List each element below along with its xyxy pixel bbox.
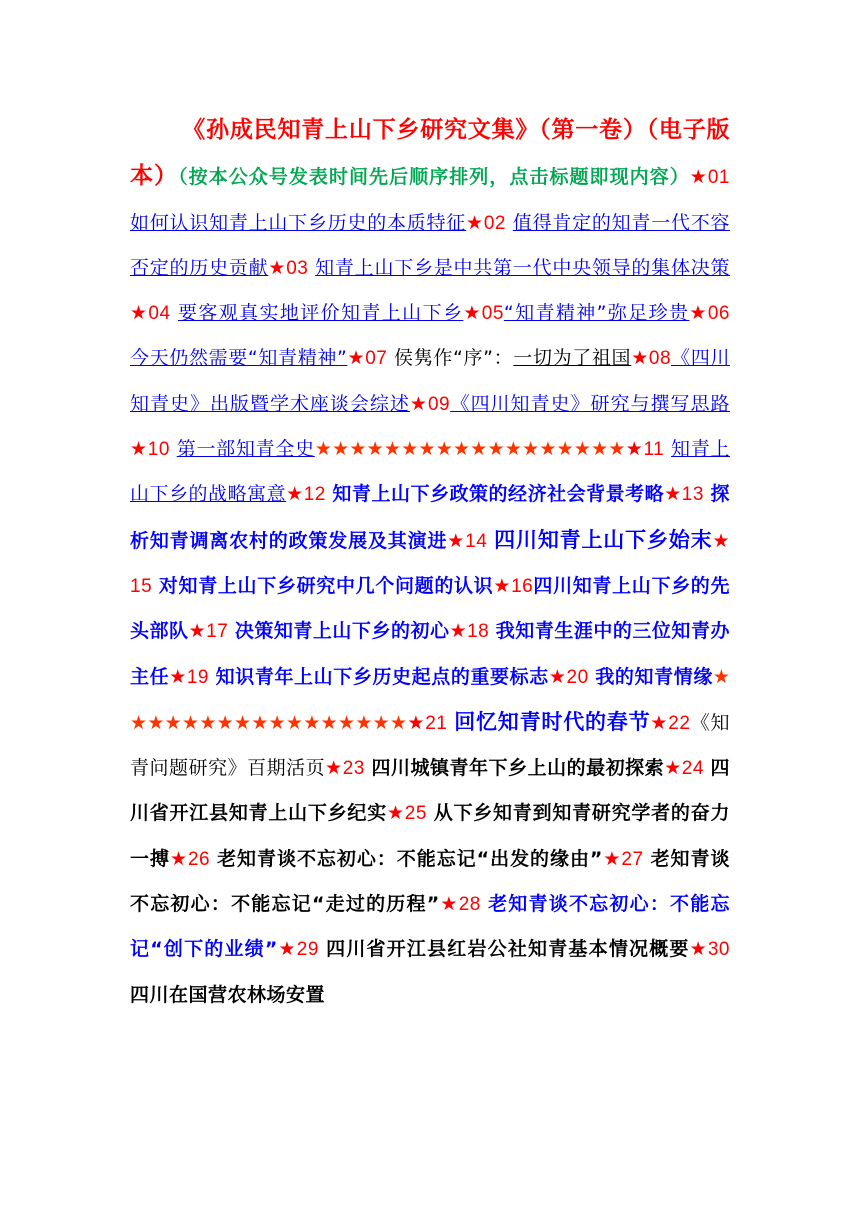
article-link-01[interactable]: 如何认识知青上山下乡历史的本质特征	[130, 211, 467, 234]
star-icon: ★	[712, 529, 730, 552]
star-icon: ★	[130, 438, 148, 461]
article-link-04[interactable]: 要客观真实地评价知青上山下乡	[177, 302, 464, 325]
star-icon: ★	[439, 893, 459, 916]
star-icon: ★	[407, 711, 426, 734]
article-link-06[interactable]: 今天仍然需要“知青精神”	[130, 347, 348, 370]
star-icon: ★	[466, 211, 484, 234]
star-icon: ★	[689, 302, 708, 325]
star-icon: ★	[286, 483, 304, 506]
star-icon: ★	[268, 256, 287, 279]
star-icon: ★	[449, 620, 468, 643]
star-icon: ★	[689, 166, 708, 189]
item-number: 04	[148, 303, 171, 325]
star-icon: ★	[386, 802, 405, 825]
item-text-16[interactable]: 四川知青上山下乡的先头部队	[130, 574, 730, 643]
item-number: 11	[643, 439, 665, 461]
item-text-15[interactable]: 对知青上山下乡研究中几个问题的认识	[158, 574, 494, 597]
item-text-14[interactable]: 四川知青上山下乡始末	[494, 527, 713, 552]
item-text-18[interactable]: 我知青生涯中的三位知青办主任	[130, 620, 730, 688]
star-icon: ★	[650, 711, 669, 734]
item-number: 06	[707, 303, 730, 325]
article-link-05[interactable]: “知青精神”弥足珍贵	[503, 302, 690, 325]
item-number: 17	[206, 621, 229, 643]
item-number: 22	[668, 712, 691, 734]
item-number: 20	[566, 666, 589, 688]
item-number: 05	[481, 303, 504, 325]
article-link-11[interactable]: 知青上山下乡的战略寓意	[130, 438, 730, 506]
star-icon: ★	[277, 938, 297, 961]
item-text-20[interactable]: 我的知青情缘	[595, 665, 713, 688]
item-number: 15	[130, 575, 153, 597]
item-number: 13	[681, 484, 704, 506]
item-text-22[interactable]: 《知青问题研究》百期活页	[130, 711, 730, 780]
item-number: 14	[465, 530, 488, 552]
star-icon: ★	[169, 665, 187, 688]
item-number: 23	[342, 758, 365, 780]
item-number: 25	[404, 803, 427, 825]
item-number: 02	[483, 212, 506, 234]
star-icon: ★	[664, 483, 682, 506]
star-icon: ★	[631, 347, 649, 370]
document-title: 《孙成民知青上山下乡研究文集》（第一卷）（电子版本）	[130, 117, 730, 190]
item-number: 21	[425, 712, 448, 734]
item-text-28[interactable]: 老知青谈不忘初心：不能忘记“创下的业绩”	[130, 893, 730, 961]
item-text-17[interactable]: 决策知青上山下乡的初心	[234, 620, 450, 643]
item-number: 18	[467, 621, 490, 643]
star-icon: ★	[130, 302, 149, 325]
item-number: 10	[147, 439, 170, 461]
item-text-25[interactable]: 从下乡知青到知青研究学者的奋力一搏	[130, 802, 730, 870]
article-link-10[interactable]: 第一部知青全史	[176, 438, 315, 461]
item-number: 16	[511, 575, 534, 597]
item-number: 28	[458, 894, 481, 916]
item-number: 09	[427, 393, 451, 415]
ordering-note: （按本公众号发表时间先后顺序排列，点击标题即现内容）	[178, 166, 690, 189]
star-icon: ★	[493, 574, 512, 597]
item-number: 30	[707, 939, 730, 961]
item-text-26[interactable]: 老知青谈不忘初心：不能忘记“出发的缘由”	[217, 847, 603, 870]
item-text-24[interactable]: 四川省开江县知青上山下乡纪实	[130, 757, 730, 825]
item-number: 07	[365, 348, 388, 370]
article-body	[130, 108, 730, 1018]
item-number: 27	[621, 848, 644, 870]
star-icon: ★	[689, 938, 708, 961]
star-icon: ★	[548, 665, 567, 688]
article-link-03[interactable]: 知青上山下乡是中共第一代中央领导的集体决策	[315, 256, 730, 279]
item-number: 29	[296, 939, 319, 961]
item-text-23[interactable]: 四川城镇青年下乡上山的最初探索	[371, 757, 665, 780]
item-number: 08	[648, 348, 672, 370]
star-icon: ★	[325, 757, 343, 780]
article-link-09[interactable]: 《四川知青史》研究与撰写思路	[450, 392, 730, 415]
item-number: 26	[187, 848, 211, 870]
star-icon: ★	[625, 438, 644, 461]
item-text-07: 侯隽作“序”：	[394, 347, 514, 370]
item-number: 03	[286, 257, 309, 279]
star-icon: ★	[463, 302, 482, 325]
star-icon: ★	[664, 757, 682, 780]
item-number: 19	[186, 666, 209, 688]
item-text-12[interactable]: 知青上山下乡政策的经济社会背景考略	[332, 483, 665, 506]
item-number: 12	[303, 484, 326, 506]
article-link-07[interactable]: 一切为了祖国	[513, 347, 632, 370]
item-number: 01	[707, 167, 730, 189]
star-icon: ★	[169, 847, 188, 870]
article-link-08[interactable]: 《四川知青史》出版暨学术座谈会综述	[130, 347, 730, 415]
item-text-21[interactable]: 回忆知青时代的春节	[454, 709, 651, 734]
star-divider: ★★★★★★★★★★★★★★★★★★	[314, 438, 626, 461]
item-text-27[interactable]: 老知青谈不忘初心：不能忘记“走过的历程”	[130, 847, 730, 916]
item-text-30[interactable]: 四川在国营农林场安置	[130, 983, 326, 1006]
item-text-13[interactable]: 探析知青调离农村的政策发展及其演进	[130, 483, 730, 552]
item-text-19[interactable]: 知识青年上山下乡历史起点的重要标志	[215, 665, 549, 688]
article-link-02[interactable]: 值得肯定的知青一代不容否定的历史贡献	[130, 211, 730, 279]
star-icon: ★	[447, 529, 466, 552]
item-number: 24	[681, 758, 704, 780]
star-divider: ★★★★★★★★★★★★★★★★★	[130, 665, 730, 734]
star-icon: ★	[188, 620, 207, 643]
item-text-29[interactable]: 四川省开江县红岩公社知青基本情况概要	[326, 938, 690, 961]
star-icon: ★	[602, 847, 622, 870]
star-icon: ★	[347, 347, 366, 370]
star-icon: ★	[409, 392, 428, 415]
